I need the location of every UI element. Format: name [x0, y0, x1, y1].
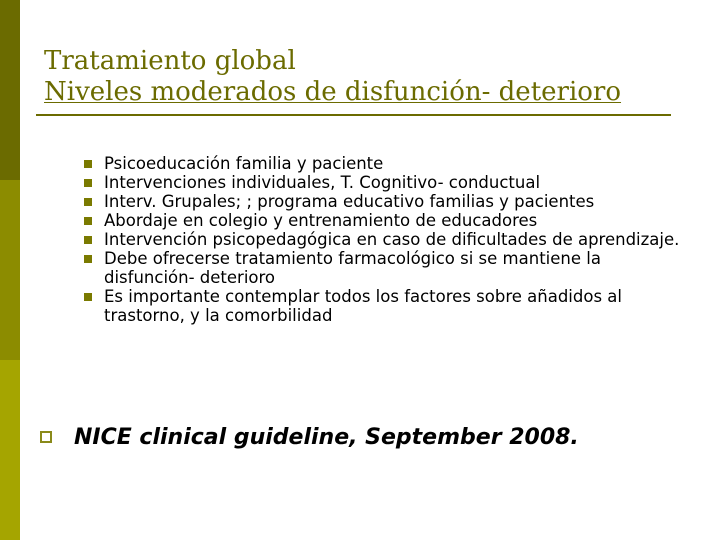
list-item	[84, 192, 684, 211]
square-bullet-icon	[84, 217, 92, 225]
list-item-text: Intervenciones individuales, T. Cognitivo- conductual	[104, 173, 541, 192]
reference-text: NICE clinical guideline, September 2008.	[74, 425, 579, 450]
list-item-text: Intervención psicopedagógica en caso de dificultades de aprendizaje.	[104, 230, 680, 249]
sidebar-segment-bottom	[0, 360, 20, 540]
square-bullet-icon	[84, 293, 92, 301]
title-line-2: Niveles moderados de disfunción- deterioro	[44, 77, 622, 107]
list-item	[84, 287, 684, 325]
list-item-text: Interv. Grupales; ; programa educativo familias y pacientes	[104, 192, 595, 211]
sidebar-segment-top	[0, 0, 20, 180]
square-bullet-icon	[84, 198, 92, 206]
list-item	[84, 211, 684, 230]
sidebar-segment-middle	[0, 180, 20, 360]
list-item-text: Abordaje en colegio y entrenamiento de educadores	[104, 211, 538, 230]
bullet-list	[84, 154, 684, 325]
list-item	[84, 230, 684, 249]
slide-title	[44, 46, 684, 108]
sidebar-accent-bar	[0, 0, 20, 540]
square-bullet-icon	[84, 255, 92, 263]
list-item	[84, 154, 684, 173]
hollow-square-bullet-icon	[40, 431, 52, 443]
list-item	[84, 249, 684, 287]
list-item-text: Debe ofrecerse tratamiento farmacológico si se mantiene la disfunción- deterioro	[104, 249, 601, 287]
square-bullet-icon	[84, 179, 92, 187]
square-bullet-icon	[84, 236, 92, 244]
title-divider	[36, 114, 671, 116]
list-item-text: Es importante contemplar todos los factores sobre añadidos al trastorno, y la comorbilidad	[104, 287, 622, 325]
square-bullet-icon	[84, 160, 92, 168]
title-line-1: Tratamiento global	[44, 46, 296, 76]
list-item-text: Psicoeducación familia y paciente	[104, 154, 384, 173]
list-item	[84, 173, 684, 192]
